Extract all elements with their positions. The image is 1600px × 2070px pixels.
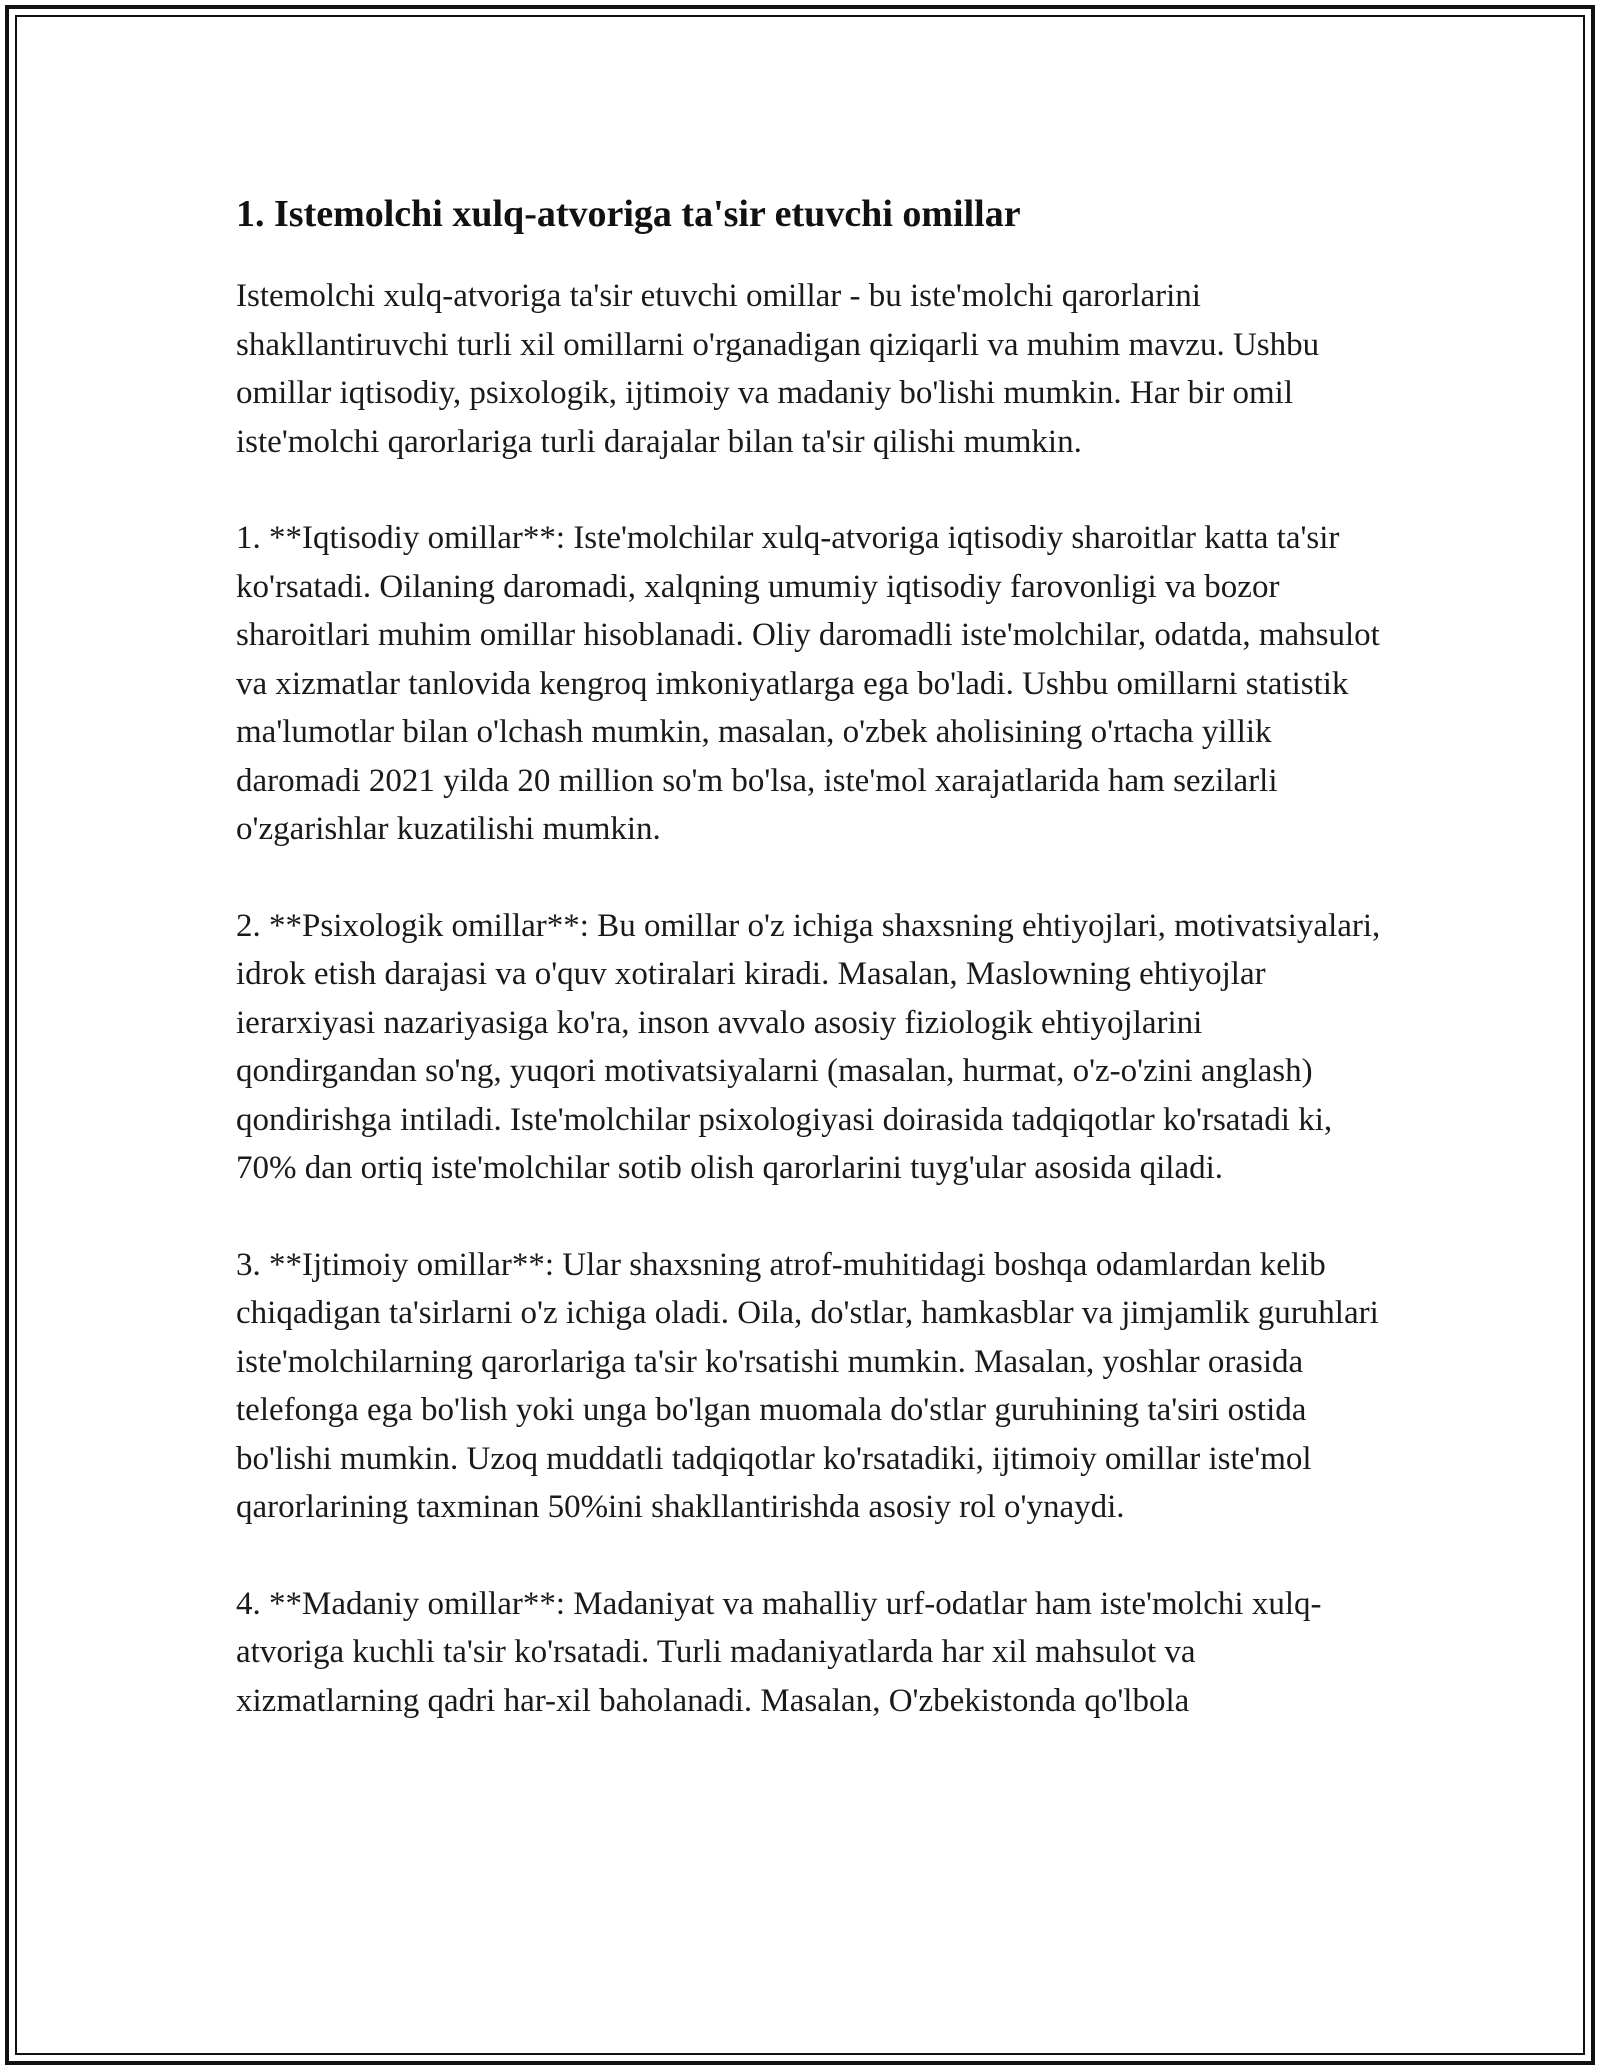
- document-body: [236, 188, 1386, 1773]
- paragraph-cultural-factors: 4. **Madaniy omillar**: Madaniyat va mahalliy urf-odatlar ham iste'molchi xulq-atvoriga kuchli ta'sir ko'rsatadi. Turli madaniyatlarda har xil mahsulot va xizmatlarning qadri har-xil baholanadi. Masalan, O'zbekistonda qo'lbola: [236, 1585, 1322, 1719]
- paragraph-social-factors: 3. **Ijtimoiy omillar**: Ular shaxsning atrof-muhitidagi boshqa odamlardan kelib chiqadigan ta'sirlarni o'z ichiga oladi. Oila, do'stlar, hamkasblar va jimjamlik guruhlari iste'molchilarning qarorlariga ta'sir ko'rsatishi mumkin. Masalan, yoshlar orasida telefonga ega bo'lish yoki unga bo'lgan muomala do'stlar guruhining ta'siri ostida bo'lishi mumkin. Uzoq muddatli tadqiqotlar ko'rsatadiki, ijtimoiy omillar iste'mol qarorlarining taxminan 50%ini shakllantirishda asosiy rol o'ynaydi.: [236, 1246, 1379, 1525]
- section-heading: 1. Istemolchi xulq-atvoriga ta'sir etuvchi omillar: [236, 193, 1021, 235]
- paragraph-psychological-factors: 2. **Psixologik omillar**: Bu omillar o'z ichiga shaxsning ehtiyojlari, motivatsiyalari, idrok etish darajasi va o'quv xotiralari kiradi. Masalan, Maslowning ehtiyojlar ierarxiyasi nazariyasiga ko'ra, inson avvalo asosiy fiziologik ehtiyojlarini qondirgandan so'ng, yuqori motivatsiyalarni (masalan, hurmat, o'z-o'zini anglash) qondirishga intiladi. Iste'molchilar psixologiyasi doirasida tadqiqotlar ko'rsatadi ki, 70% dan ortiq iste'molchilar sotib olish qarorlarini tuyg'ular asosida qiladi.: [236, 907, 1381, 1186]
- paragraph-intro: Istemolchi xulq-atvoriga ta'sir etuvchi omillar - bu iste'molchi qarorlarini shakllantiruvchi turli xil omillarni o'rganadigan qiziqarli va muhim mavzu. Ushbu omillar iqtisodiy, psixologik, ijtimoiy va madaniy bo'lishi mumkin. Har bir omil iste'molchi qarorlariga turli darajalar bilan ta'sir qilishi mumkin.: [236, 278, 1320, 460]
- paragraph-economic-factors: 1. **Iqtisodiy omillar**: Iste'molchilar xulq-atvoriga iqtisodiy sharoitlar katta ta'sir ko'rsatadi. Oilaning daromadi, xalqning umumiy iqtisodiy farovonligi va bozor sharoitlari muhim omillar hisoblanadi. Oliy daromadli iste'molchilar, odatda, mahsulot va xizmatlar tanlovida kengroq imkoniyatlarga ega bo'ladi. Ushbu omillarni statistik ma'lumotlar bilan o'lchash mumkin, masalan, o'zbek aholisining o'rtacha yillik daromadi 2021 yilda 20 million so'm bo'lsa, iste'mol xarajatlarida ham sezilarli o'zgarishlar kuzatilishi mumkin.: [236, 520, 1380, 847]
